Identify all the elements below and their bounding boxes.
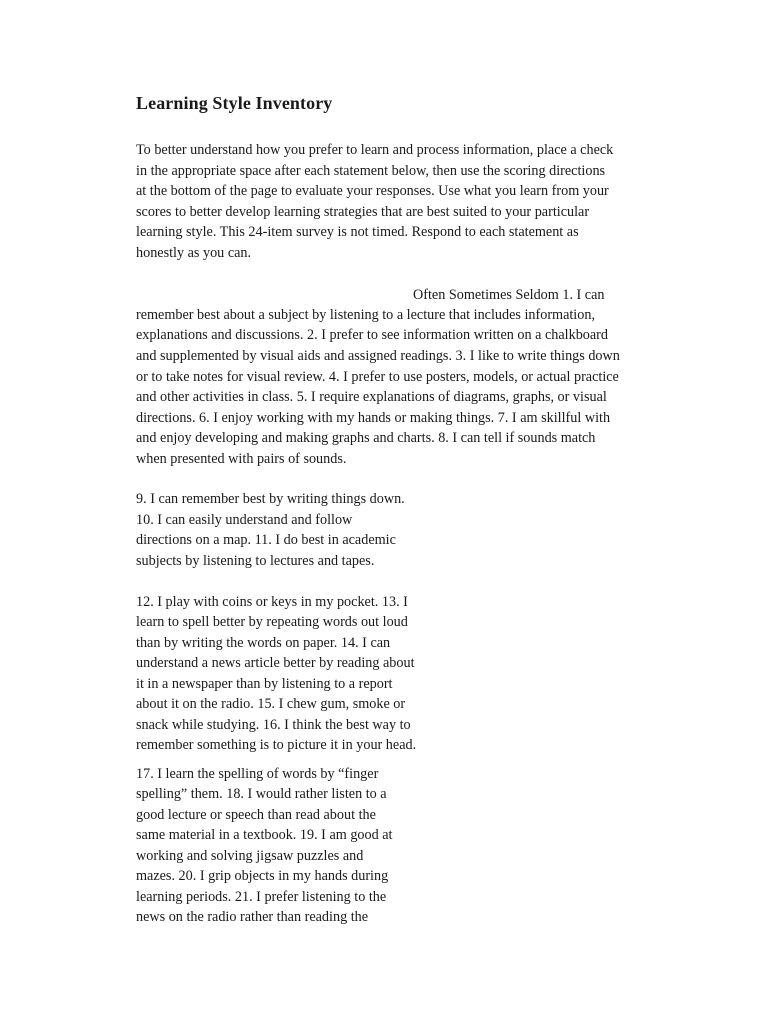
survey-line: spelling” them. 18. I would rather listen to a — [136, 786, 387, 802]
intro-line: scores to better develop learning strategies that are best suited to your particular — [136, 204, 590, 220]
survey-line: or to take notes for visual review. 4. I prefer to use posters, models, or actual practice — [136, 369, 619, 385]
intro-line: honestly as you can. — [136, 245, 252, 261]
survey-line: and enjoy developing and making graphs and charts. 8. I can tell if sounds match — [136, 430, 596, 446]
intro-line: in the appropriate space after each statement below, then use the scoring directions — [136, 163, 606, 179]
survey-line: directions. 6. I enjoy working with my hands or making things. 7. I am skillful with — [136, 410, 611, 426]
survey-line: learning periods. 21. I prefer listening to the — [136, 889, 387, 905]
survey-line: when presented with pairs of sounds. — [136, 451, 347, 467]
survey-line: directions on a map. 11. I do best in academic — [136, 532, 396, 548]
survey-line: than by writing the words on paper. 14. I can — [136, 635, 391, 651]
survey-line: news on the radio rather than reading the — [136, 909, 369, 925]
survey-line: working and solving jigsaw puzzles and — [136, 848, 364, 864]
survey-line: snack while studying. 16. I think the best way to — [136, 717, 411, 733]
survey-line: same material in a textbook. 19. I am good at — [136, 827, 393, 843]
survey-line: learn to spell better by repeating words out loud — [136, 614, 408, 630]
survey-line: subjects by listening to lectures and tapes. — [136, 553, 375, 569]
survey-line: explanations and discussions. 2. I prefer to see information written on a chalkboard — [136, 327, 608, 343]
survey-line: mazes. 20. I grip objects in my hands during — [136, 868, 389, 884]
survey-line: remember best about a subject by listening to a lecture that includes information, — [136, 307, 595, 323]
survey-line: remember something is to picture it in your head. — [136, 737, 417, 753]
survey-header-line: Often Sometimes Seldom 1. I can — [413, 287, 605, 303]
survey-line: about it on the radio. 15. I chew gum, smoke or — [136, 696, 406, 712]
survey-line: and other activities in class. 5. I require explanations of diagrams, graphs, or visual — [136, 389, 607, 405]
page-title: Learning Style Inventory — [136, 93, 333, 113]
survey-line: understand a news article better by reading about — [136, 655, 415, 671]
survey-line: 9. I can remember best by writing things down. — [136, 491, 405, 507]
survey-line: 17. I learn the spelling of words by “finger — [136, 766, 379, 782]
survey-line: good lecture or speech than read about the — [136, 807, 376, 823]
intro-line: learning style. This 24-item survey is not timed. Respond to each statement as — [136, 224, 579, 240]
survey-line: and supplemented by visual aids and assigned readings. 3. I like to write things down — [136, 348, 620, 364]
survey-line: 12. I play with coins or keys in my pocket. 13. I — [136, 594, 408, 610]
intro-line: at the bottom of the page to evaluate your responses. Use what you learn from your — [136, 183, 609, 199]
intro-line: To better understand how you prefer to learn and process information, place a check — [136, 142, 614, 158]
survey-line: 10. I can easily understand and follow — [136, 512, 353, 528]
survey-line: it in a newspaper than by listening to a report — [136, 676, 393, 692]
